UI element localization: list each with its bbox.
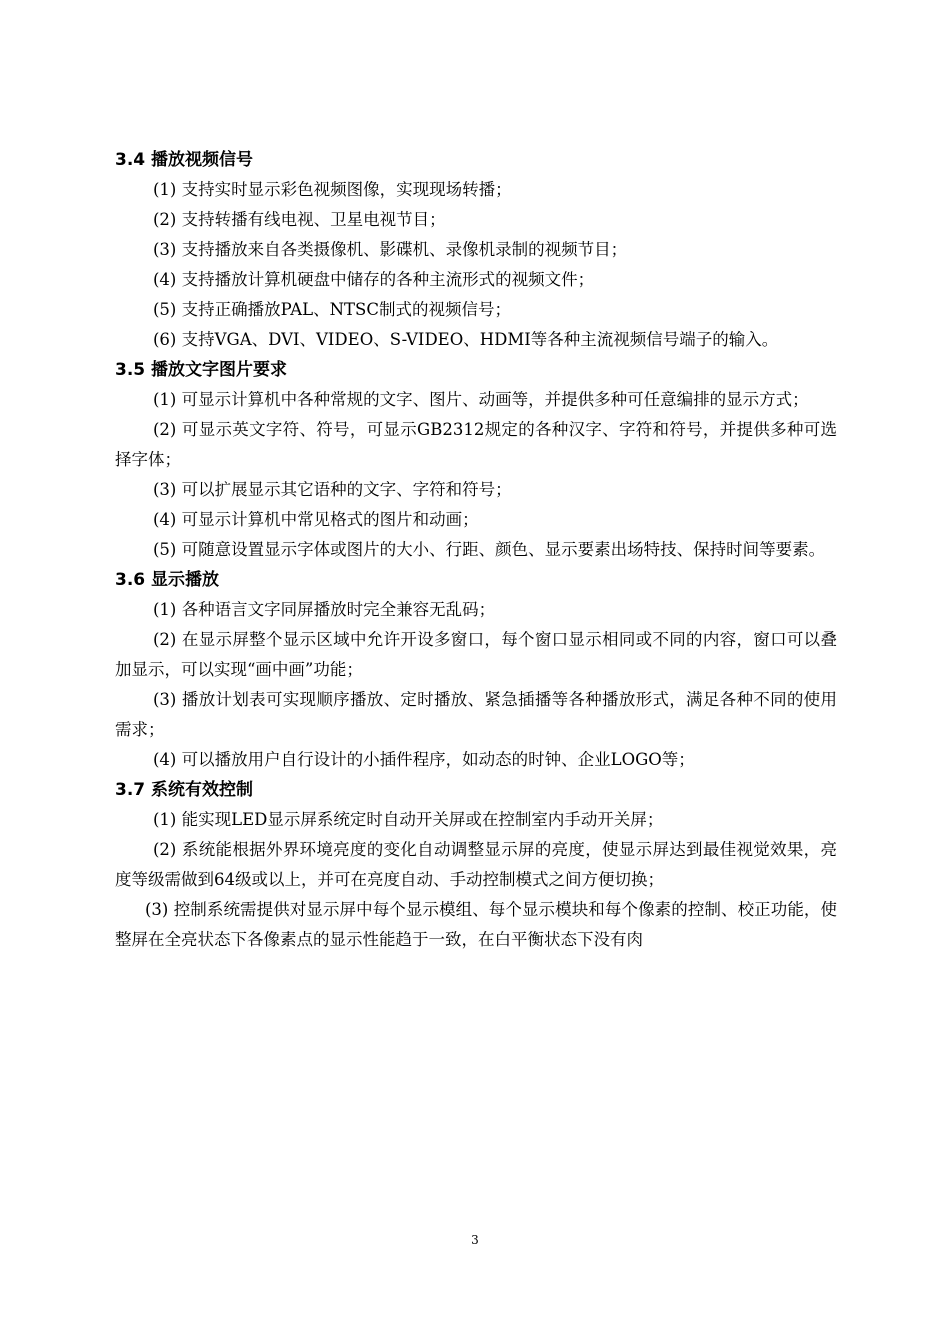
- list-item: (5) 支持正确播放PAL、NTSC制式的视频信号；: [153, 300, 511, 319]
- list-item: (2) 系统能根据外界环境亮度的变化自动调整显示屏的亮度，使显示屏达到最佳视觉效果，亮度等级需做到64级或以上，并可在亮度自动、手动控制模式之间方便切换；: [115, 840, 837, 889]
- list-item: (4) 支持播放计算机硬盘中储存的各种主流形式的视频文件；: [153, 270, 595, 289]
- list-item: (1) 各种语言文字同屏播放时完全兼容无乱码；: [153, 600, 496, 619]
- list-item: (1) 支持实时显示彩色视频图像，实现现场转播；: [153, 180, 512, 199]
- list-item: (3) 支持播放来自各类摄像机、影碟机、录像机录制的视频节目；: [153, 240, 628, 259]
- list-item: (3) 可以扩展显示其它语种的文字、字符和符号；: [153, 480, 512, 499]
- list-item: (1) 能实现LED显示屏系统定时自动开关屏或在控制室内手动开关屏；: [153, 810, 664, 829]
- list-item: (2) 可显示英文字符、符号，可显示GB2312规定的各种汉字、字符和符号，并提供多种可选择字体；: [115, 420, 837, 469]
- section-heading-3-7: 3.7 系统有效控制: [115, 780, 254, 800]
- section-heading-3-4: 3.4 播放视频信号: [115, 150, 254, 170]
- list-item: (3) 播放计划表可实现顺序播放、定时播放、紧急插播等各种播放形式，满足各种不同的使用需求；: [115, 690, 837, 739]
- list-item: (3) 控制系统需提供对显示屏中每个显示模组、每个显示模块和每个像素的控制、校正功能，使整屏在全亮状态下各像素点的显示性能趋于一致，在白平衡状态下没有肉: [115, 900, 837, 949]
- list-item: (6) 支持VGA、DVI、VIDEO、S-VIDEO、HDMI等各种主流视频信号端子的输入。: [153, 330, 779, 349]
- page-number: 3: [471, 1233, 479, 1247]
- list-item: (1) 可显示计算机中各种常规的文字、图片、动画等，并提供多种可任意编排的显示方式；: [153, 390, 809, 409]
- document-body: [115, 145, 837, 955]
- list-item: (2) 在显示屏整个显示区域中允许开设多窗口，每个窗口显示相同或不同的内容，窗口可以叠加显示，可以实现“画中画”功能；: [115, 630, 837, 679]
- section-heading-3-5: 3.5 播放文字图片要求: [115, 360, 288, 380]
- section-heading-3-6: 3.6 显示播放: [115, 570, 220, 590]
- list-item: (4) 可以播放用户自行设计的小插件程序，如动态的时钟、企业LOGO等；: [153, 750, 695, 769]
- list-item: (4) 可显示计算机中常见格式的图片和动画；: [153, 510, 479, 529]
- list-item: (5) 可随意设置显示字体或图片的大小、行距、颜色、显示要素出场特技、保持时间等要素。: [153, 540, 826, 559]
- list-item: (2) 支持转播有线电视、卫星电视节目；: [153, 210, 446, 229]
